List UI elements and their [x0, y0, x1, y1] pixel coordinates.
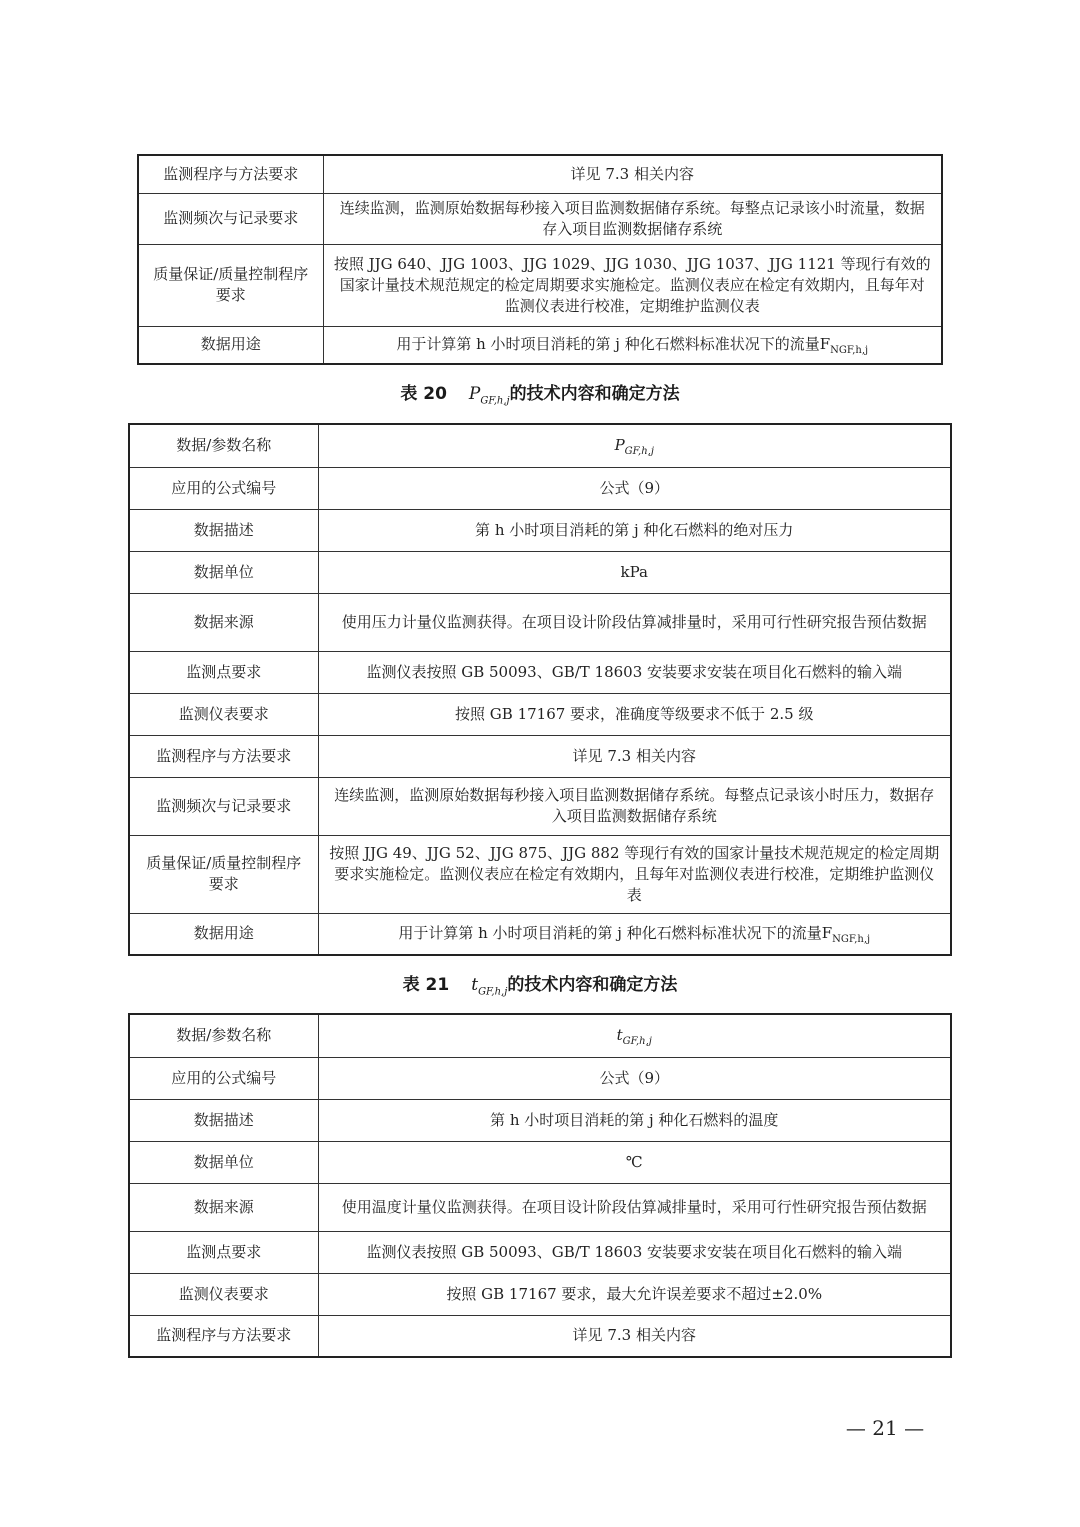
usage-text: 用于计算第 h 小时项目消耗的第 j 种化石燃料标准状况下的流量F [396, 335, 831, 354]
row-value: 公式（9） [318, 467, 951, 509]
table-row [129, 835, 951, 913]
table-row [129, 651, 951, 693]
row-label: 数据/参数名称 [129, 1014, 318, 1057]
row-label: 监测程序与方法要求 [129, 1315, 318, 1357]
row-label: 数据用途 [138, 326, 323, 364]
table-20 [128, 423, 952, 956]
param-symbol: t [616, 1026, 623, 1045]
table-row [129, 424, 951, 467]
table-number: 表 21 [402, 975, 450, 995]
row-value: 公式（9） [318, 1057, 951, 1099]
row-label: 监测频次与记录要求 [138, 193, 323, 244]
table-row [138, 193, 942, 244]
caption-subscript: GF,h,j [480, 395, 510, 407]
row-label: 质量保证/质量控制程序要求 [129, 835, 318, 913]
row-value: 使用压力计量仪监测获得。在项目设计阶段估算减排量时，采用可行性研究报告预估数据 [318, 593, 951, 651]
row-value: 按照 GB 17167 要求，最大允许误差要求不超过±2.0% [318, 1273, 951, 1315]
table-row [129, 1183, 951, 1231]
table-row [138, 155, 942, 193]
row-label: 监测频次与记录要求 [129, 777, 318, 835]
row-label: 监测程序与方法要求 [129, 735, 318, 777]
row-value: 监测仪表按照 GB 50093、GB/T 18603 安装要求安装在项目化石燃料的输入端 [318, 1231, 951, 1273]
row-value: 连续监测，监测原始数据每秒接入项目监测数据储存系统。每整点记录该小时流量，数据存入项目监测数据储存系统 [323, 193, 942, 244]
row-value: 详见 7.3 相关内容 [323, 155, 942, 193]
caption-symbol: P [468, 384, 481, 404]
table-row [129, 1057, 951, 1099]
table-row [129, 1099, 951, 1141]
flow-subscript: NGF,h,j [832, 934, 871, 946]
row-value [323, 326, 942, 364]
table-19-continued [137, 154, 943, 365]
table-row [129, 1273, 951, 1315]
row-value [318, 424, 951, 467]
caption-subscript: GF,h,j [478, 986, 508, 998]
row-value: 按照 GB 17167 要求，准确度等级要求不低于 2.5 级 [318, 693, 951, 735]
usage-text: 用于计算第 h 小时项目消耗的第 j 种化石燃料标准状况下的流量F [398, 924, 833, 943]
row-value: 第 h 小时项目消耗的第 j 种化石燃料的温度 [318, 1099, 951, 1141]
row-value [318, 913, 951, 955]
row-value: 详见 7.3 相关内容 [318, 1315, 951, 1357]
row-label: 应用的公式编号 [129, 1057, 318, 1099]
row-label: 数据来源 [129, 593, 318, 651]
row-label: 数据单位 [129, 1141, 318, 1183]
table-row [129, 593, 951, 651]
row-label: 数据/参数名称 [129, 424, 318, 467]
row-label: 监测仪表要求 [129, 693, 318, 735]
table-20-caption [0, 382, 1080, 406]
table-row [129, 467, 951, 509]
row-label: 数据用途 [129, 913, 318, 955]
table-row [129, 693, 951, 735]
table-row [129, 735, 951, 777]
row-value: 详见 7.3 相关内容 [318, 735, 951, 777]
row-label: 质量保证/质量控制程序要求 [138, 244, 323, 326]
table-row [129, 551, 951, 593]
param-symbol: P [614, 436, 625, 455]
row-value: ℃ [318, 1141, 951, 1183]
row-label: 监测仪表要求 [129, 1273, 318, 1315]
row-label: 数据单位 [129, 551, 318, 593]
row-value [318, 1014, 951, 1057]
row-label: 监测程序与方法要求 [138, 155, 323, 193]
table-21-caption [0, 973, 1080, 997]
row-value: 按照 JJG 640、JJG 1003、JJG 1029、JJG 1030、JJG 1037、JJG 1121 等现行有效的国家计量技术规范规定的检定周期要求实施检定。监测仪表应在检定有效期内，且每年对监测仪表进行校准，定期维护监测仪表 [323, 244, 942, 326]
row-label: 监测点要求 [129, 651, 318, 693]
table-row [138, 326, 942, 364]
caption-text: 的技术内容和确定方法 [509, 384, 680, 404]
row-value: kPa [318, 551, 951, 593]
table-row [129, 1231, 951, 1273]
row-value: 第 h 小时项目消耗的第 j 种化石燃料的绝对压力 [318, 509, 951, 551]
row-label: 数据描述 [129, 1099, 318, 1141]
table-row [129, 509, 951, 551]
row-value: 按照 JJG 49、JJG 52、JJG 875、JJG 882 等现行有效的国家计量技术规范规定的检定周期要求实施检定。监测仪表应在检定有效期内，且每年对监测仪表进行校准，定期维护监测仪表 [318, 835, 951, 913]
param-subscript: GF,h,j [624, 446, 654, 458]
table-row [129, 913, 951, 955]
table-number: 表 20 [400, 384, 447, 404]
caption-text: 的技术内容和确定方法 [507, 975, 678, 995]
caption-symbol: t [471, 975, 479, 995]
table-row [129, 777, 951, 835]
flow-subscript: NGF,h,j [830, 345, 869, 357]
row-value: 使用温度计量仪监测获得。在项目设计阶段估算减排量时，采用可行性研究报告预估数据 [318, 1183, 951, 1231]
row-label: 数据描述 [129, 509, 318, 551]
row-label: 应用的公式编号 [129, 467, 318, 509]
table-row [138, 244, 942, 326]
table-row [129, 1141, 951, 1183]
table-row [129, 1014, 951, 1057]
page-number: — 21 — [845, 1416, 925, 1440]
row-value: 监测仪表按照 GB 50093、GB/T 18603 安装要求安装在项目化石燃料的输入端 [318, 651, 951, 693]
row-value: 连续监测，监测原始数据每秒接入项目监测数据储存系统。每整点记录该小时压力，数据存入项目监测数据储存系统 [318, 777, 951, 835]
param-subscript: GF,h,j [622, 1036, 652, 1048]
table-21 [128, 1013, 952, 1358]
table-row [129, 1315, 951, 1357]
row-label: 数据来源 [129, 1183, 318, 1231]
row-label: 监测点要求 [129, 1231, 318, 1273]
